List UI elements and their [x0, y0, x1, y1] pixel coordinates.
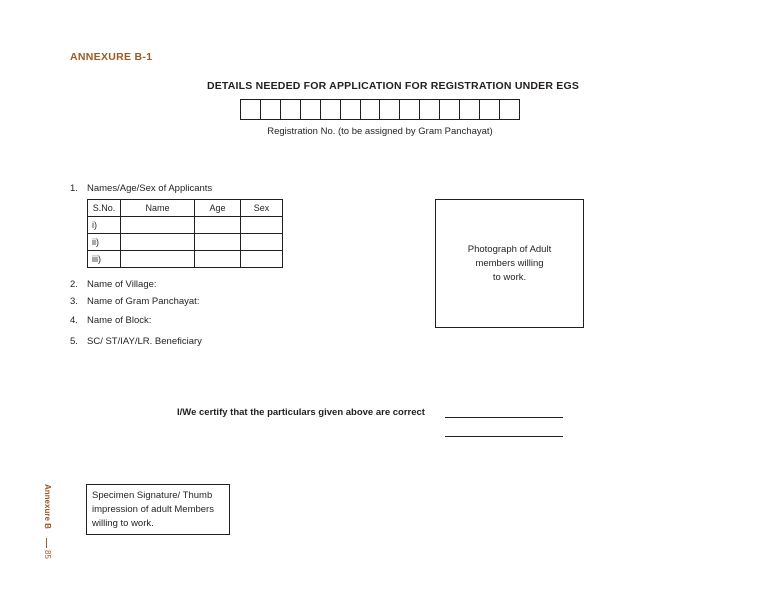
column-header-name: Name — [121, 200, 195, 217]
cell-name[interactable] — [121, 234, 195, 251]
registration-digit-box[interactable] — [420, 100, 440, 119]
page-number: 85 — [43, 550, 52, 559]
item-beneficiary — [70, 336, 202, 347]
table-header-row — [88, 200, 283, 217]
certification-statement: I/We certify that the particulars given above are correct — [177, 407, 425, 418]
cell-name[interactable] — [121, 217, 195, 234]
item-number: 3. — [70, 296, 78, 307]
registration-digit-box[interactable] — [380, 100, 400, 119]
side-divider — [46, 538, 47, 548]
cell-sno: ii) — [88, 234, 121, 251]
side-section-label: Annexure B — [43, 484, 52, 529]
registration-digit-box[interactable] — [440, 100, 460, 119]
registration-digit-box[interactable] — [460, 100, 480, 119]
table-row — [88, 217, 283, 234]
item-village — [70, 279, 157, 290]
registration-number-boxes[interactable] — [240, 99, 520, 120]
photo-placeholder-text: Photograph of Adult members willing to work. — [467, 243, 552, 283]
registration-digit-box[interactable] — [500, 100, 519, 119]
item-label: Name of Village: — [87, 279, 157, 290]
annexure-label: ANNEXURE B-1 — [70, 51, 153, 63]
table-row — [88, 234, 283, 251]
item-number: 5. — [70, 336, 78, 347]
item-label: Name of Block: — [87, 315, 152, 326]
registration-digit-box[interactable] — [341, 100, 361, 119]
item-label: SC/ ST/IAY/LR. Beneficiary — [87, 336, 202, 347]
item-block — [70, 315, 151, 326]
item-label: Name of Gram Panchayat: — [87, 296, 200, 307]
cell-sex[interactable] — [241, 251, 283, 268]
column-header-sex: Sex — [241, 200, 283, 217]
page-title: DETAILS NEEDED FOR APPLICATION FOR REGISTRATION UNDER EGS — [206, 80, 580, 92]
registration-digit-box[interactable] — [400, 100, 420, 119]
specimen-signature-box[interactable]: Specimen Signature/ Thumb impression of adult Members willing to work. — [86, 484, 230, 535]
cell-name[interactable] — [121, 251, 195, 268]
registration-caption: Registration No. (to be assigned by Gram Panchayat) — [267, 126, 493, 137]
registration-digit-box[interactable] — [361, 100, 381, 119]
registration-digit-box[interactable] — [261, 100, 281, 119]
item-number: 2. — [70, 279, 78, 290]
cell-sno: i) — [88, 217, 121, 234]
signature-line[interactable] — [445, 417, 563, 418]
registration-digit-box[interactable] — [321, 100, 341, 119]
applicants-table — [87, 199, 283, 268]
registration-digit-box[interactable] — [301, 100, 321, 119]
cell-age[interactable] — [195, 251, 241, 268]
item-number: 4. — [70, 315, 78, 326]
registration-digit-box[interactable] — [241, 100, 261, 119]
cell-age[interactable] — [195, 234, 241, 251]
item-number: 1. — [70, 183, 78, 194]
column-header-age: Age — [195, 200, 241, 217]
column-header-sno: S.No. — [88, 200, 121, 217]
cell-sex[interactable] — [241, 217, 283, 234]
item-gram-panchayat — [70, 296, 199, 307]
side-tab — [43, 484, 57, 564]
cell-sno: iii) — [88, 251, 121, 268]
table-row — [88, 251, 283, 268]
cell-age[interactable] — [195, 217, 241, 234]
item-applicants — [70, 183, 212, 194]
item-label: Names/Age/Sex of Applicants — [87, 183, 213, 194]
registration-digit-box[interactable] — [480, 100, 500, 119]
signature-line[interactable] — [445, 436, 563, 437]
photo-placeholder[interactable] — [435, 199, 584, 328]
cell-sex[interactable] — [241, 234, 283, 251]
registration-digit-box[interactable] — [281, 100, 301, 119]
